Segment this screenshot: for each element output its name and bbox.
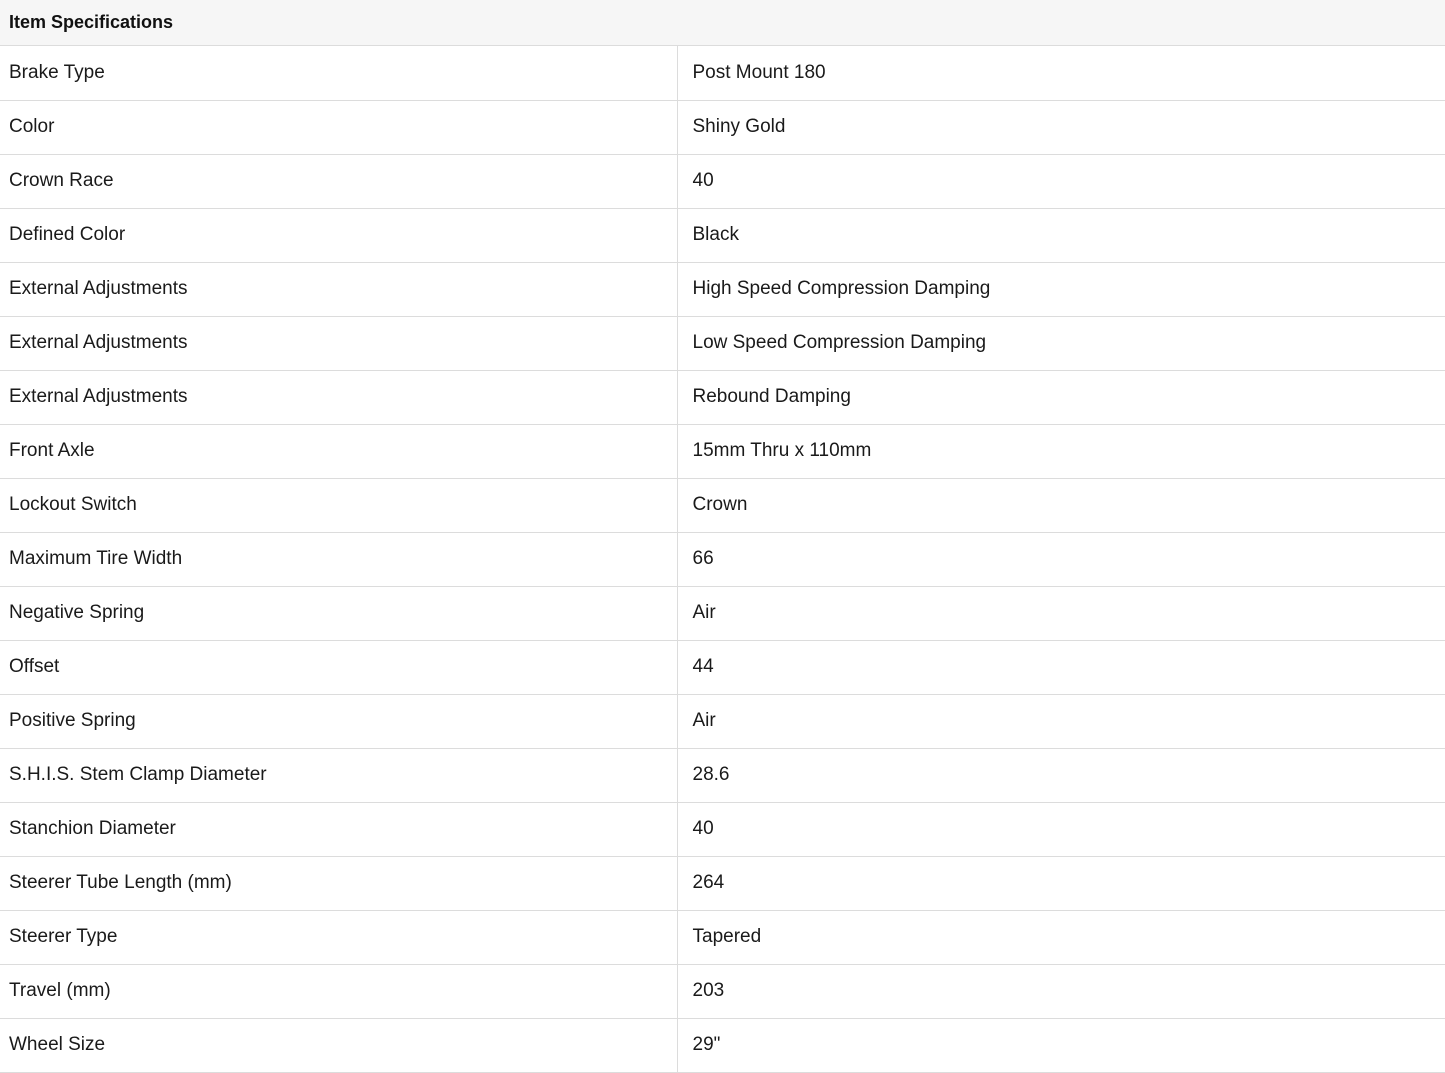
spec-value: 264 — [677, 856, 1445, 910]
spec-key: Crown Race — [0, 154, 677, 208]
spec-key: Steerer Tube Length (mm) — [0, 856, 677, 910]
spec-value: 44 — [677, 640, 1445, 694]
spec-value: Tapered — [677, 910, 1445, 964]
spec-key: Maximum Tire Width — [0, 532, 677, 586]
specifications-table — [0, 46, 1445, 1073]
spec-key: Travel (mm) — [0, 964, 677, 1018]
spec-value: Air — [677, 586, 1445, 640]
spec-value: Shiny Gold — [677, 100, 1445, 154]
spec-key: Color — [0, 100, 677, 154]
spec-row — [0, 46, 1445, 100]
spec-key: External Adjustments — [0, 262, 677, 316]
spec-row — [0, 370, 1445, 424]
spec-value: 40 — [677, 154, 1445, 208]
spec-row — [0, 478, 1445, 532]
spec-key: Lockout Switch — [0, 478, 677, 532]
spec-row — [0, 1018, 1445, 1072]
spec-value: 66 — [677, 532, 1445, 586]
spec-row — [0, 208, 1445, 262]
spec-row — [0, 910, 1445, 964]
spec-row — [0, 856, 1445, 910]
spec-key: Front Axle — [0, 424, 677, 478]
spec-row — [0, 802, 1445, 856]
spec-value: 203 — [677, 964, 1445, 1018]
spec-row — [0, 640, 1445, 694]
spec-value: Air — [677, 694, 1445, 748]
spec-row — [0, 154, 1445, 208]
spec-key: Negative Spring — [0, 586, 677, 640]
specifications-table-body — [0, 46, 1445, 1072]
spec-value: Post Mount 180 — [677, 46, 1445, 100]
spec-value: 15mm Thru x 110mm — [677, 424, 1445, 478]
spec-value: High Speed Compression Damping — [677, 262, 1445, 316]
spec-key: Positive Spring — [0, 694, 677, 748]
spec-key: Brake Type — [0, 46, 677, 100]
spec-key: External Adjustments — [0, 370, 677, 424]
spec-value: 40 — [677, 802, 1445, 856]
spec-key: Wheel Size — [0, 1018, 677, 1072]
spec-value: Rebound Damping — [677, 370, 1445, 424]
specifications-title: Item Specifications — [9, 12, 174, 32]
spec-row — [0, 964, 1445, 1018]
spec-key: Offset — [0, 640, 677, 694]
spec-key: Steerer Type — [0, 910, 677, 964]
spec-row — [0, 748, 1445, 802]
spec-value: Black — [677, 208, 1445, 262]
spec-value: 29" — [677, 1018, 1445, 1072]
spec-key: Defined Color — [0, 208, 677, 262]
spec-row — [0, 100, 1445, 154]
spec-key: External Adjustments — [0, 316, 677, 370]
spec-row — [0, 532, 1445, 586]
spec-value: Crown — [677, 478, 1445, 532]
spec-value: Low Speed Compression Damping — [677, 316, 1445, 370]
spec-row — [0, 262, 1445, 316]
spec-row — [0, 316, 1445, 370]
specifications-header — [0, 0, 1445, 46]
spec-row — [0, 424, 1445, 478]
spec-key: Stanchion Diameter — [0, 802, 677, 856]
spec-row — [0, 694, 1445, 748]
spec-value: 28.6 — [677, 748, 1445, 802]
spec-key: S.H.I.S. Stem Clamp Diameter — [0, 748, 677, 802]
spec-row — [0, 586, 1445, 640]
